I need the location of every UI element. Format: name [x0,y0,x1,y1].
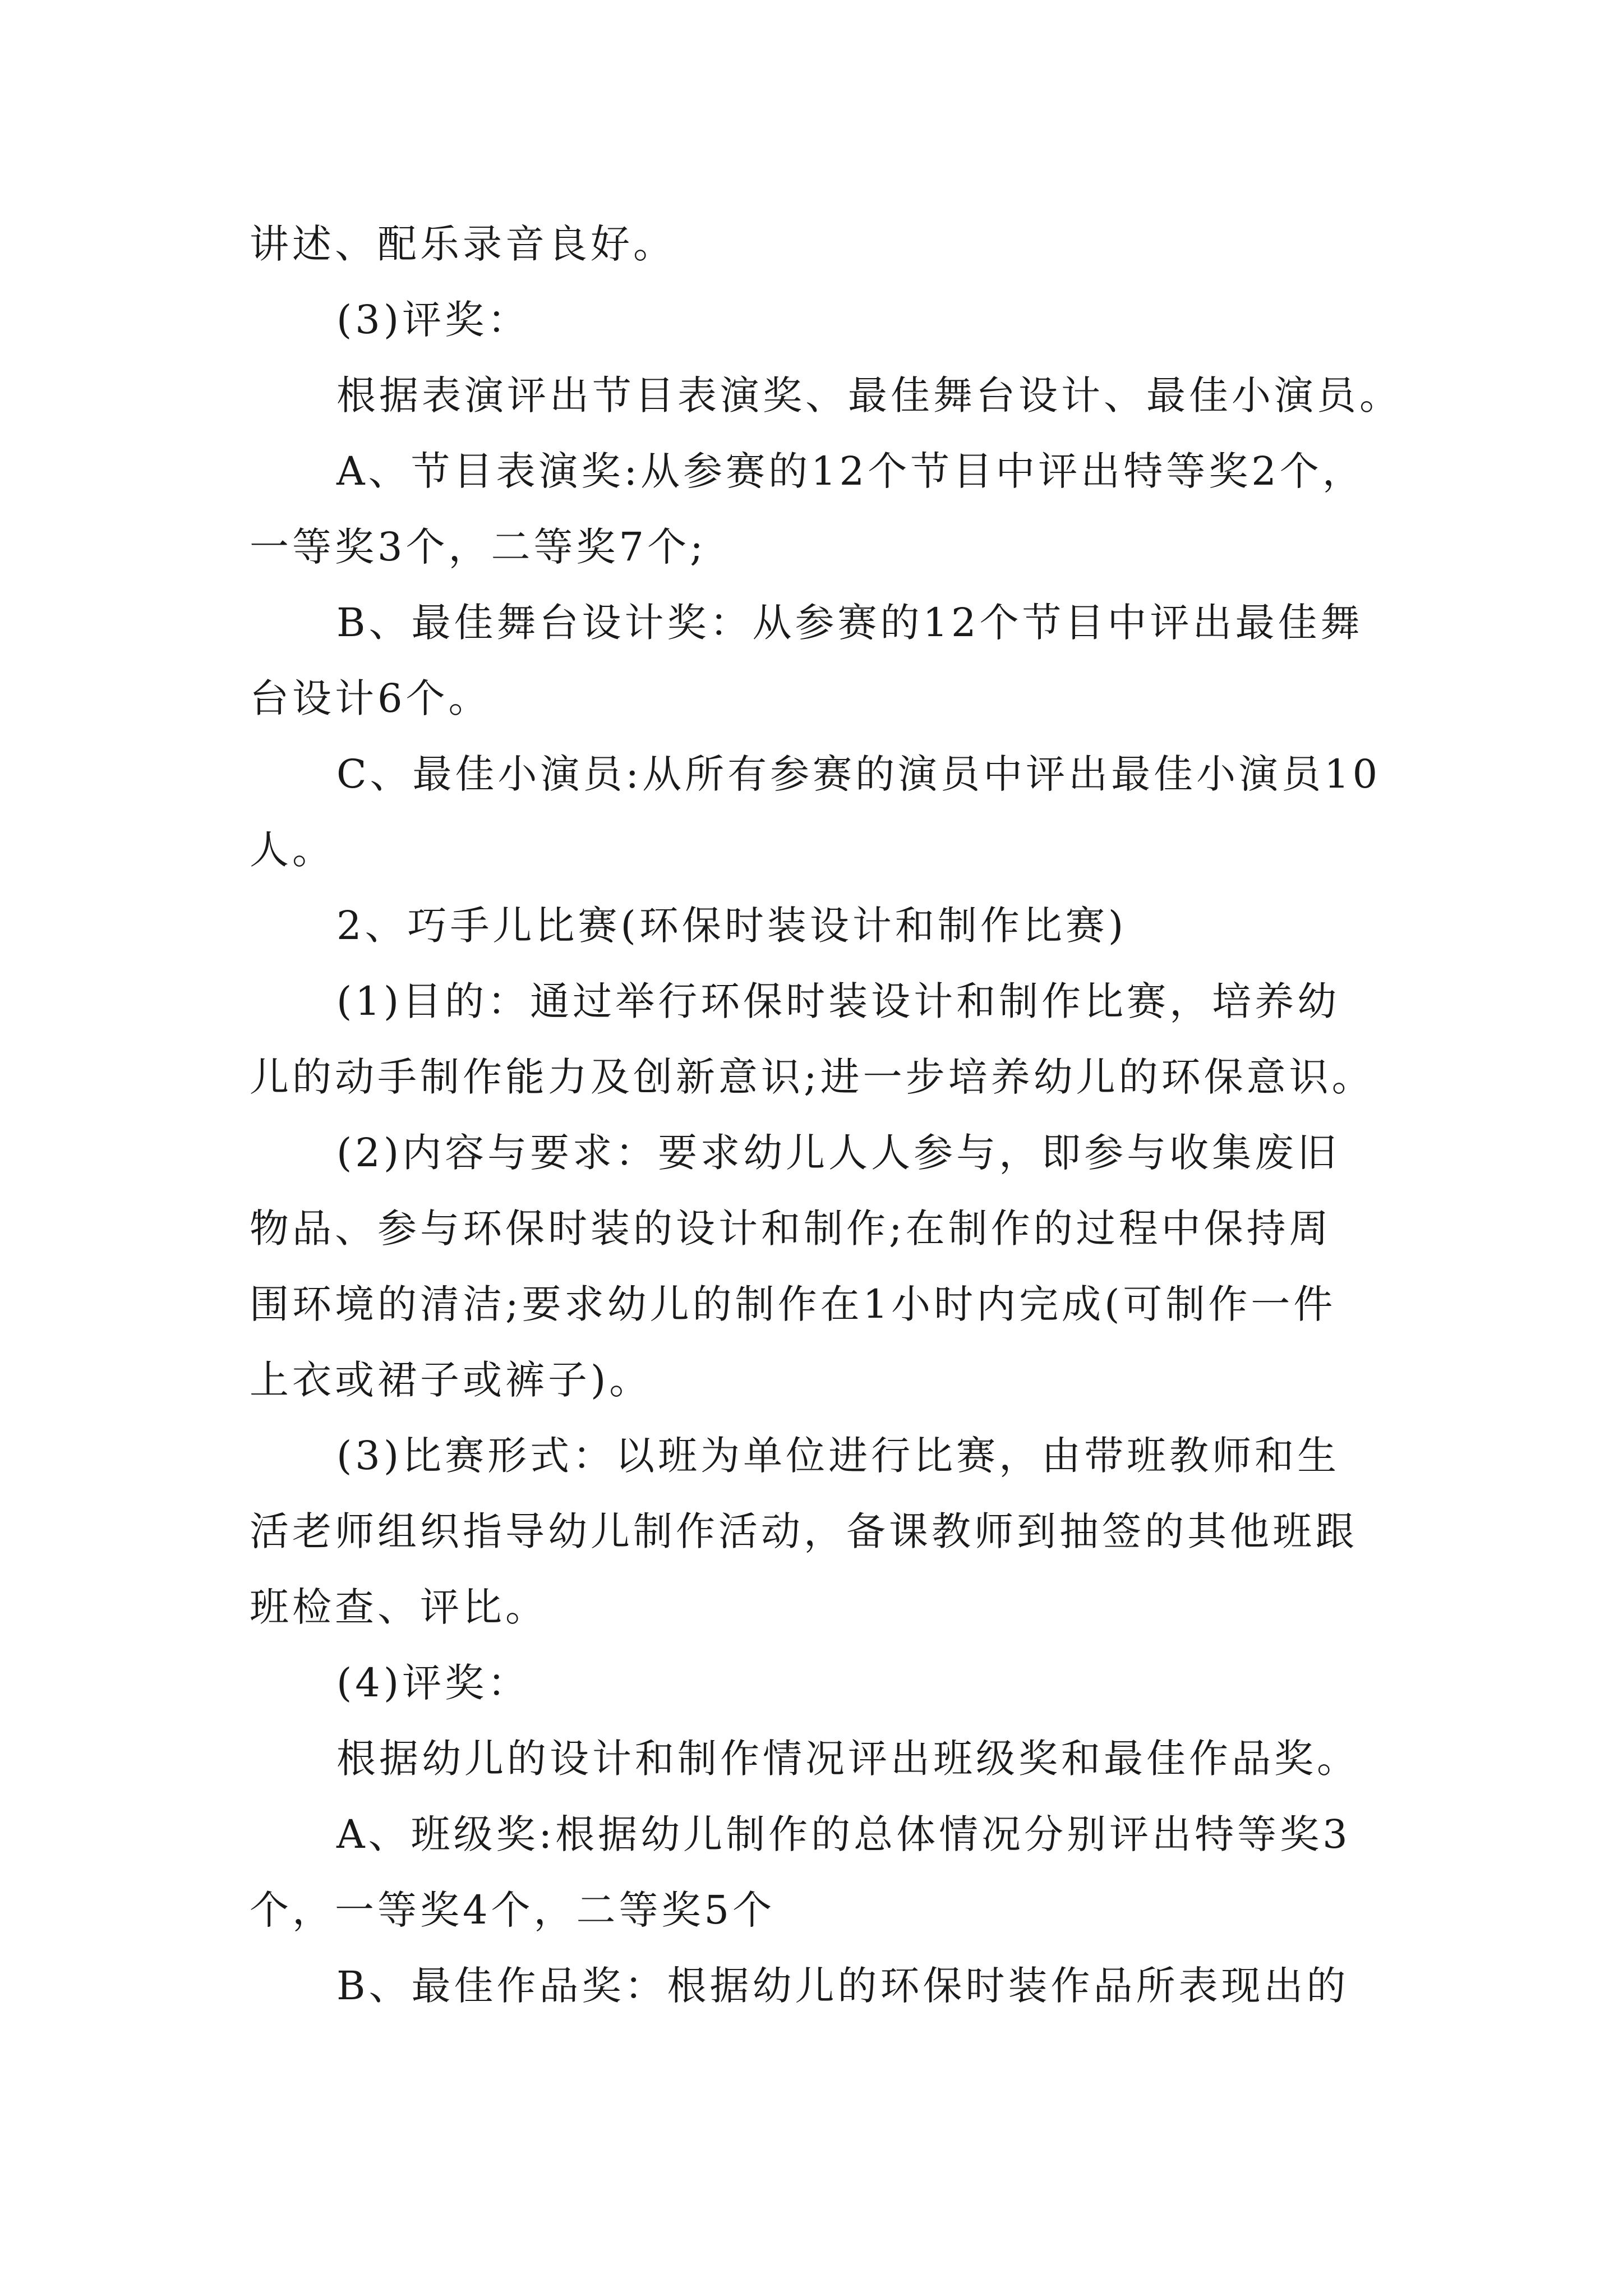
text-line: 上衣或裙子或裤子)。 [250,1357,652,1403]
text-line: 人。 [250,827,335,873]
text-line: B、最佳舞台设计奖：从参赛的12个节目中评出最佳舞 [336,600,1363,646]
text-line: 活老师组织指导幼儿制作活动，备课教师到抽签的其他班跟 [250,1508,1358,1554]
text-line: 根据表演评出节目表演奖、最佳舞台设计、最佳小演员。 [336,372,1402,418]
text-line: 围环境的清洁;要求幼儿的制作在1小时内完成(可制作一件 [250,1281,1336,1327]
text-line: 儿的动手制作能力及创新意识;进一步培养幼儿的环保意识。 [250,1054,1375,1100]
text-line: A、班级奖:根据幼儿制作的总体情况分别评出特等奖3 [336,1811,1351,1857]
text-line: (2)内容与要求：要求幼儿人人参与，即参与收集废旧 [336,1130,1340,1176]
text-line: B、最佳作品奖：根据幼儿的环保时装作品所表现出的 [336,1963,1349,2009]
text-line: 个，一等奖4个，二等奖5个 [250,1887,776,1933]
text-line: 班检查、评比。 [250,1584,548,1630]
text-line: C、最佳小演员:从所有参赛的演员中评出最佳小演员10 [336,751,1381,797]
text-line: (4)评奖： [336,1660,531,1706]
text-line: (3)比赛形式：以班为单位进行比赛，由带班教师和生 [336,1433,1340,1479]
text-line: 根据幼儿的设计和制作情况评出班级奖和最佳作品奖。 [336,1736,1359,1782]
text-line: 台设计6个。 [250,675,491,721]
text-line: 2、巧手儿比赛(环保时装设计和制作比赛) [336,903,1127,949]
text-line: A、节目表演奖:从参赛的12个节目中评出特等奖2个， [336,448,1365,494]
text-line: 物品、参与环保时装的设计和制作;在制作的过程中保持周 [250,1205,1332,1251]
text-line: (1)目的：通过举行环保时装设计和制作比赛，培养幼 [336,978,1340,1024]
text-line: 讲述、配乐录音良好。 [250,221,676,267]
text-line: (3)评奖： [336,297,531,343]
text-line: 一等奖3个，二等奖7个; [250,524,707,570]
